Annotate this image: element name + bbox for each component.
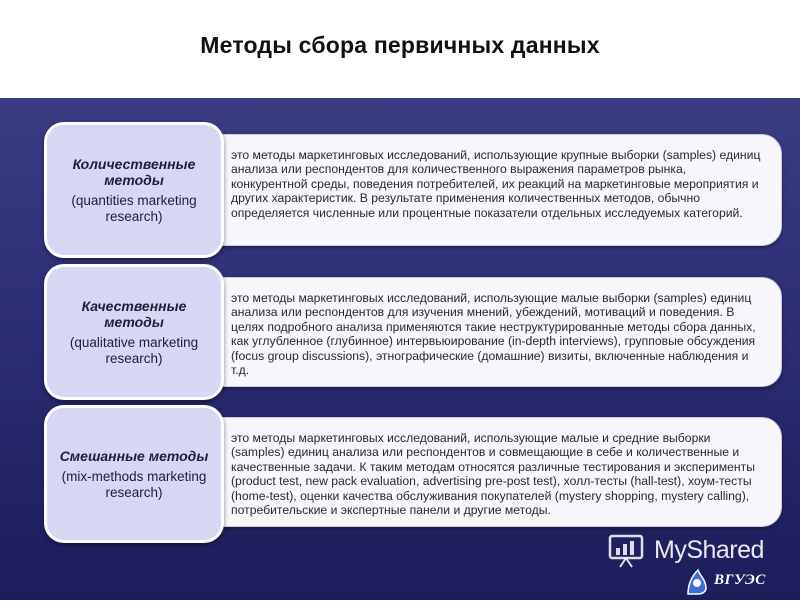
description-text: это методы маркетинговых исследований, использующие малые и средние выборки (samples) единиц анализа или респондентов и совмещающие в себе и количественные и качественные задачи. К таким методам относятся различные тестирования и эксперименты (product test, new pack evaluation, advertising pre-post test), холл-тесты (hall-test), хоум-тесты (home-test), оценки качества обслуживания покупателей (mystery shopping, mystery calling), потребительские и экспертные панели и другие методы.	[231, 431, 755, 518]
watermark-text: MyShared	[654, 536, 764, 564]
method-name: Качественные методы	[81, 297, 187, 330]
university-logo-text: ВГУЭС	[714, 572, 766, 588]
description-text: это методы маркетинговых исследований, использующие крупные выборки (samples) единиц анализа или респондентов для количественного выражения параметров рынка, конкурентной среды, поведения потребителей, их реакций на маркетинговые мероприятия и других характеристик. В результате применения количественных методов, обычно определяется численные или процентные показатели отдельных исследуемых категорий.	[231, 148, 761, 220]
description-box-quantitative	[200, 134, 782, 246]
method-label-quantitative	[44, 122, 224, 258]
university-logo-icon	[684, 568, 710, 601]
method-english-name: (quantities marketing research)	[71, 192, 197, 224]
description-text: это методы маркетинговых исследований, использующие малые выборки (samples) единиц анализа или респондентов для изучения мнений, убеждений, мотиваций и поведения. В целях подробного анализа применяются такие неструктурированные методы сбора данных, как углубленное (глубинное) интервьюирование (in-depth interviews), групповые обсуждения (focus group discussions), этнографические (домашние) визиты, включенные наблюдения и т.д.	[231, 291, 756, 378]
method-label-mixed	[44, 405, 224, 543]
page-title: Методы сбора первичных данных	[200, 32, 600, 58]
presentation-chart-icon	[608, 534, 648, 573]
watermark	[606, 532, 786, 596]
description-box-mixed	[200, 417, 782, 527]
method-name: Смешанные методы	[59, 447, 209, 464]
method-english-name: (mix-methods marketing research)	[61, 468, 207, 500]
title-bar	[0, 0, 800, 98]
method-name: Количественные методы	[72, 155, 196, 188]
description-box-qualitative	[200, 277, 782, 387]
method-english-name: (qualitative marketing research)	[69, 334, 199, 366]
method-label-qualitative	[44, 264, 224, 400]
